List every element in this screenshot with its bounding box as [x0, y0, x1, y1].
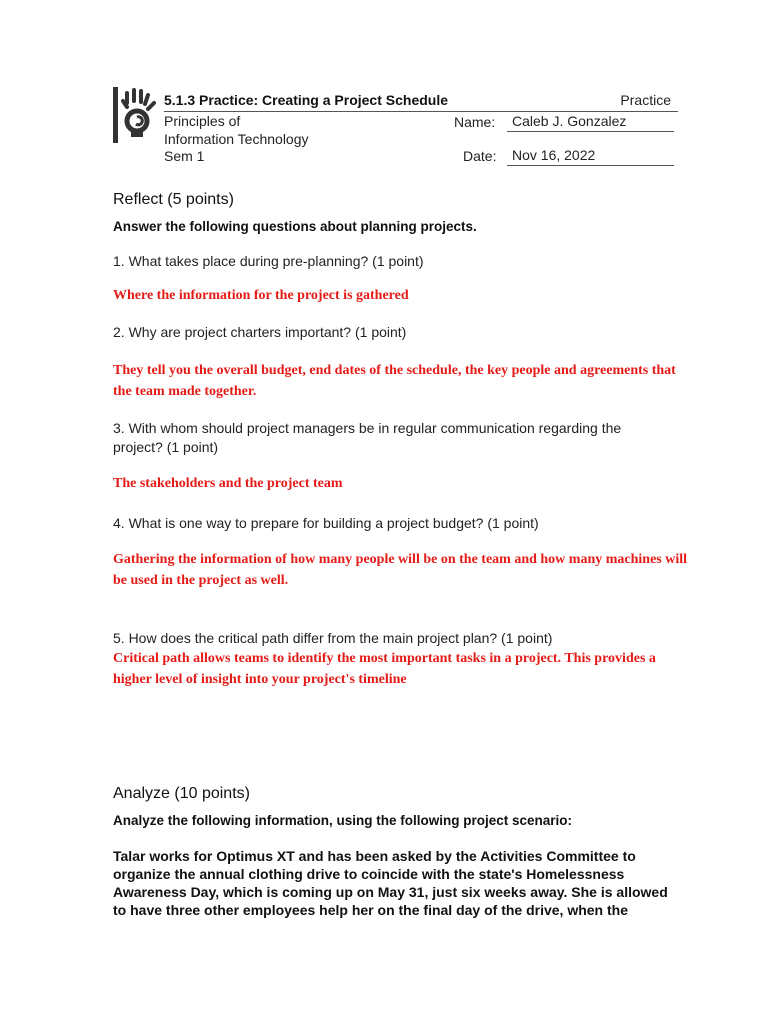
reflect-heading: Reflect (5 points): [113, 191, 234, 208]
answer-4: Gathering the information of how many people will be on the team and how many machines will be used in the project as well.: [113, 552, 688, 588]
course-line-1: Principles of: [164, 113, 241, 129]
worksheet-type-label: Practice: [620, 92, 671, 108]
analyze-heading: Analyze (10 points): [113, 785, 250, 802]
question-5: 5. How does the critical path differ from the main project plan? (1 point): [113, 630, 553, 646]
course-line-2: Information Technology: [164, 131, 309, 147]
name-field[interactable]: Caleb J. Gonzalez: [507, 111, 674, 132]
semester-label: Sem 1: [164, 148, 205, 164]
date-field[interactable]: Nov 16, 2022: [507, 145, 674, 166]
worksheet-title: 5.1.3 Practice: Creating a Project Schedule: [164, 92, 449, 108]
answer-2: They tell you the overall budget, end dates of the schedule, the key people and agreements that the team made together.: [113, 363, 676, 399]
reflect-instructions: Answer the following questions about planning projects.: [113, 219, 477, 234]
scenario-paragraph: Talar works for Optimus XT and has been asked by the Activities Committee to organize the annual clothing drive to coincide with the state's Homelessness Awareness Day, which is coming up on May 31, just six weeks away. She is allowed to have three other employees help her on the final day of the drive, when the: [113, 848, 668, 918]
answer-5: Critical path allows teams to identify the most important tasks in a project. This provides a higher level of insight into your project's timeline: [113, 651, 656, 687]
analyze-instructions: Analyze the following information, using the following project scenario:: [113, 813, 573, 828]
date-label: Date:: [463, 148, 497, 164]
sun-lightbulb-logo-icon: [113, 87, 157, 143]
name-label: Name:: [454, 114, 496, 130]
question-4: 4. What is one way to prepare for building a project budget? (1 point): [113, 515, 539, 531]
question-2: 2. Why are project charters important? (1 point): [113, 324, 407, 340]
answer-1: Where the information for the project is gathered: [113, 288, 409, 303]
answer-3: The stakeholders and the project team: [113, 476, 343, 491]
question-3: 3. With whom should project managers be in regular communication regarding the project? (1 point): [113, 420, 622, 455]
course-name: [164, 112, 309, 148]
question-1: 1. What takes place during pre-planning? (1 point): [113, 253, 424, 269]
